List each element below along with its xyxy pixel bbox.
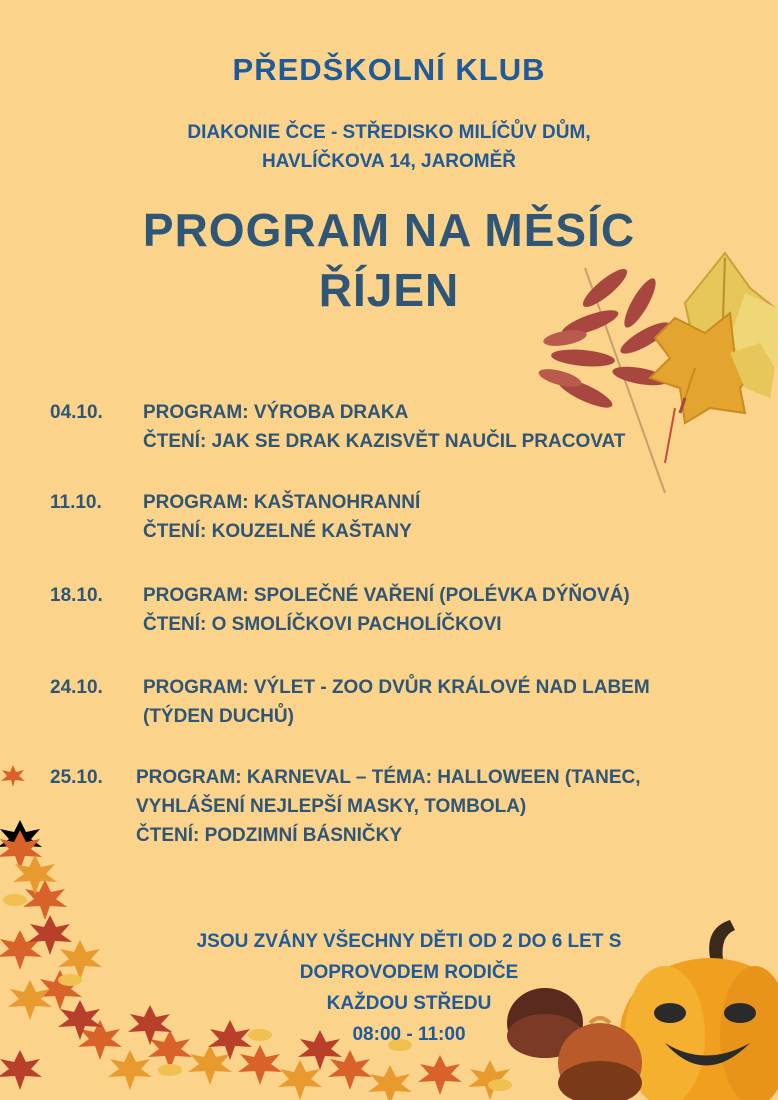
entry-date: 04.10. [50, 402, 103, 423]
entry-reading: ČTENÍ: JAK SE DRAK KAZISVĚT NAUČIL PRACOVAT [143, 431, 626, 452]
entry-program: PROGRAM: VÝROBA DRAKA [143, 402, 409, 423]
address-line-2: HAVLÍČKOVA 14, JAROMĚŘ [261, 151, 517, 172]
invitation-line-2: DOPROVODEM RODIČE [299, 962, 519, 983]
entry-program: PROGRAM: KAŠTANOHRANNÍ [143, 492, 421, 513]
entry-program: PROGRAM: SPOLEČNÉ VAŘENÍ (POLÉVKA DÝŇOVÁ) [143, 585, 630, 606]
entry-date: 25.10. [50, 767, 103, 788]
entry-reading: ČTENÍ: KOUZELNÉ KAŠTANY [143, 521, 412, 542]
invitation-line-1: JSOU ZVÁNY VŠECHNY DĚTI OD 2 DO 6 LET S [196, 931, 622, 952]
invitation-day: KAŽDOU STŘEDU [326, 993, 492, 1014]
entry-date: 18.10. [50, 585, 103, 606]
invitation-block [0, 926, 778, 1050]
entry-reading: ČTENÍ: O SMOLÍČKOVI PACHOLÍČKOVI [143, 614, 502, 635]
entry-program: PROGRAM: VÝLET - ZOO DVŮR KRÁLOVÉ NAD LABEM [143, 677, 650, 698]
program-title-line-2: ŘÍJEN [318, 264, 460, 316]
invitation-time: 08:00 - 11:00 [352, 1024, 466, 1045]
entry-program-cont: VYHLÁŠENÍ NEJLEPŠÍ MASKY, TOMBOLA) [136, 796, 527, 817]
club-title: PŘEDŠKOLNÍ KLUB [232, 52, 546, 87]
address-line-1: DIAKONIE ČCE - STŘEDISKO MILÍČŮV DŮM, [187, 122, 591, 143]
entry-date: 11.10. [50, 492, 102, 513]
address-block [0, 118, 778, 176]
program-title-line-1: PROGRAM NA MĚSÍC [142, 204, 636, 256]
program-title [0, 200, 778, 320]
entry-program: PROGRAM: KARNEVAL – TÉMA: HALLOWEEN (TANEC, [136, 767, 641, 788]
maple-leaf-icon [0, 765, 26, 787]
entry-date: 24.10. [50, 677, 103, 698]
entry-note: (TÝDEN DUCHŮ) [143, 706, 294, 727]
entry-reading: ČTENÍ: PODZIMNÍ BÁSNIČKY [136, 825, 402, 846]
